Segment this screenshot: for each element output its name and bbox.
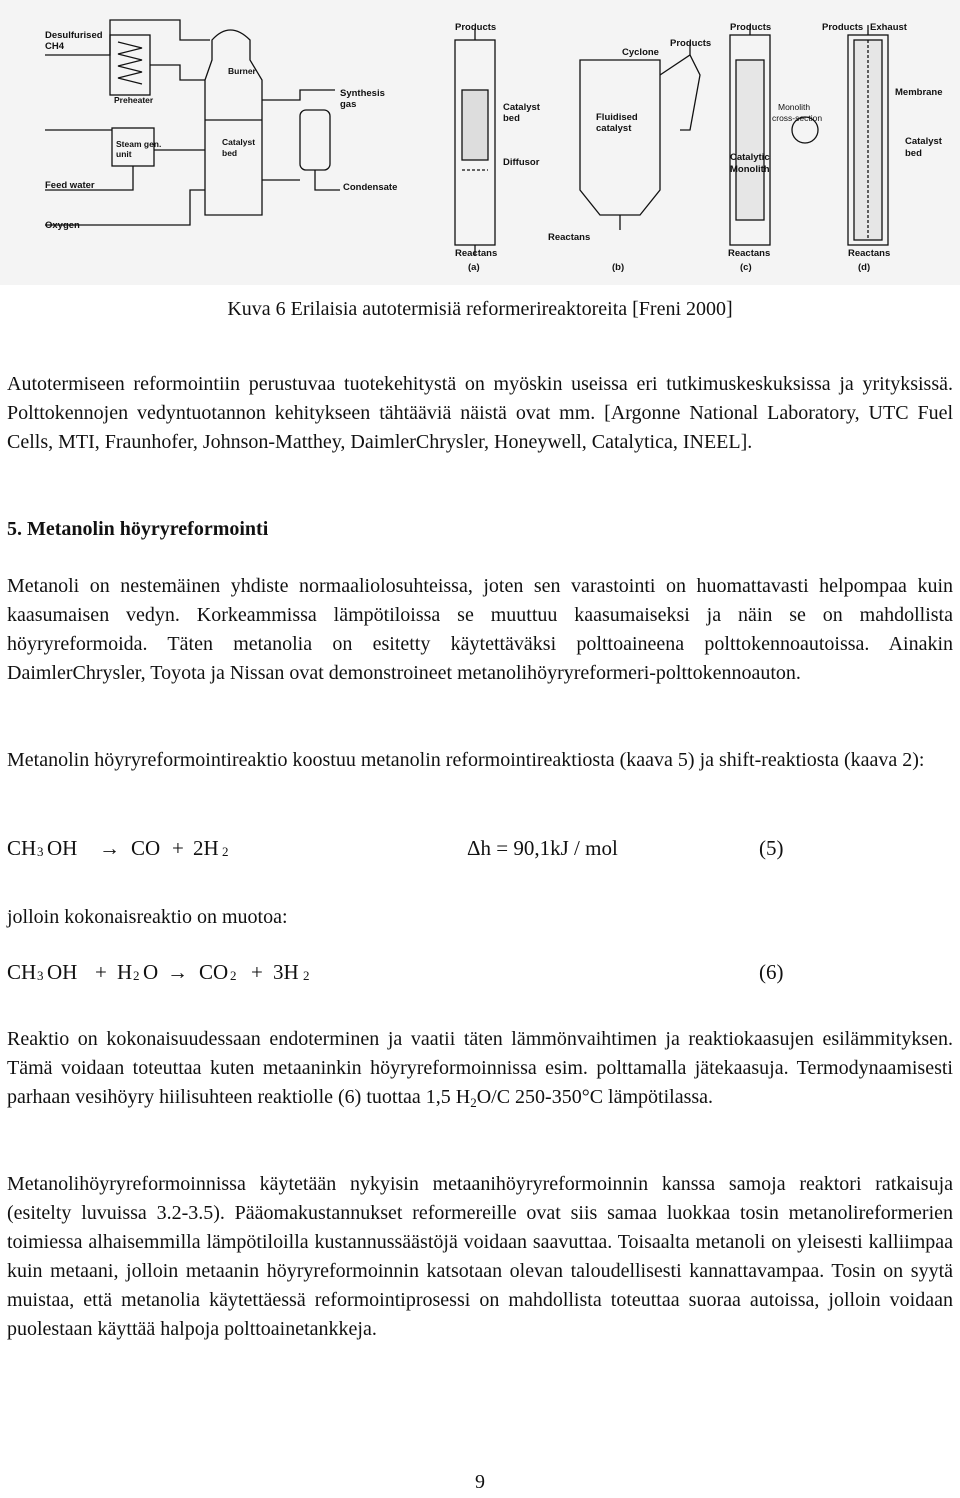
eq6-3h: 3H xyxy=(273,960,299,984)
desulfurised-label: Desulfurised xyxy=(45,30,103,41)
eq6-number: (6) xyxy=(759,960,784,984)
eq6-plus1: + xyxy=(95,960,107,984)
reformer-figure xyxy=(0,0,960,285)
packed-bed-catalyst xyxy=(462,90,488,160)
eq6-ch: CH xyxy=(7,960,37,984)
eq5-enthalpy: Δh = 90,1kJ / mol xyxy=(467,836,618,860)
steam-gen-label: Steam gen. xyxy=(116,139,162,149)
catalyst-label-d2: bed xyxy=(905,148,922,159)
reactans-label-d: Reactans xyxy=(848,248,891,259)
membrane-label: Membrane xyxy=(895,87,943,98)
membrane-reactor xyxy=(848,25,888,245)
products-label-b: Products xyxy=(670,38,712,49)
catalytic-label-2: Monolith xyxy=(730,164,770,175)
reactans-label-a: Reactans xyxy=(455,248,498,259)
eq5-sub2: 2 xyxy=(222,844,229,859)
eq6-h: H xyxy=(117,960,133,984)
paragraph-reactors: Metanolihöyryreformoinnissa käytetään nykyisin metaanihöyryreformoinnin kanssa samoja reaktori ratkaisuja (esitelty luvuissa 3.2-3.5). Pääomakustannukset reformereille ovat siis samaa luokkaa tosin metanolireformerien toimiessa alhaisemmilla lämpötiloilla kustannussäästöjä voidaan saavuttaa. Toisaalta metanoli on yleisesti kalliimpaa kuin metaani, jolloin metaanin höyryreformoinnin katsotaan olevan taloudellisesti kannattavampaa. Tosin on syytä muistaa, että metanolia käytettäessä reformointiprosessi on mahdollista toteuttaa suoraa autoissa, jolloin voidaan puolestaan käyttää halpoja polttoainetankkeja. xyxy=(7,1173,953,1340)
preheater-label: Preheater xyxy=(114,95,154,105)
catalytic-label-1: Catalytic xyxy=(730,152,770,163)
ch4-label: CH4 xyxy=(45,41,65,52)
equation-6 xyxy=(7,960,953,990)
eq5-number: (5) xyxy=(759,836,784,860)
eq6-arrow: → xyxy=(167,960,188,984)
eq5-arrow: → xyxy=(99,836,120,860)
eq6-sub2c: 2 xyxy=(303,968,310,983)
section-heading: 5. Metanolin höyryreformointi xyxy=(7,518,269,540)
eq5-2h: 2H xyxy=(193,836,219,860)
condensate-label: Condensate xyxy=(343,182,398,193)
eq6-sub2b: 2 xyxy=(230,968,237,983)
exhaust-label: Exhaust xyxy=(870,22,907,33)
eq6-co: CO xyxy=(199,960,229,984)
paragraph-reaction-intro: Metanolin höyryreformointireaktio koostuu metanolin reformointireaktiosta (kaava 5) ja shift-reaktiosta (kaava 2): xyxy=(7,749,925,771)
synthesis-label: Synthesis xyxy=(340,88,385,99)
eq6-plus2: + xyxy=(251,960,263,984)
diagram-d-label: (d) xyxy=(858,262,871,273)
eq6-o: O xyxy=(143,960,159,984)
paragraph-overall: jolloin kokonaisreaktio on muotoa: xyxy=(7,906,288,928)
unit-label: unit xyxy=(116,149,132,159)
eq5-plus: + xyxy=(172,836,184,860)
diagram-c-label: (c) xyxy=(740,262,752,273)
paragraph-endothermic xyxy=(7,1025,953,1117)
bed-label-a: bed xyxy=(222,148,238,158)
fluidised-label-2: catalyst xyxy=(596,123,632,134)
diagram-b-label: (b) xyxy=(612,262,625,273)
feed-water-label: Feed water xyxy=(45,180,95,191)
reactans-label-b: Reactans xyxy=(548,232,591,243)
eq6-sub2a: 2 xyxy=(133,968,140,983)
eq5-oh: OH xyxy=(47,836,78,860)
products-label-c: Products xyxy=(730,22,772,33)
burner-label: Burner xyxy=(228,66,256,76)
gas-label: gas xyxy=(340,99,357,110)
figure-caption: Kuva 6 Erilaisia autotermisiä reformerireaktoreita [Freni 2000] xyxy=(227,298,733,320)
eq5-sub3: 3 xyxy=(37,844,44,859)
catalyst-label-a: Catalyst xyxy=(222,137,256,147)
page-number: 9 xyxy=(475,1471,485,1493)
endothermic-text-a: Reaktio on kokonaisuudessaan endoterminen ja vaatii täten lämmönvaihtimen ja reaktiokaasujen esilämmityksen. Tämä voidaan toteuttaa kuten metaaninkin höyryreformoinnissa esim. polttamalla jätekaasuja. Termodynaamisesti parhaan vesihöyry hiilisuhteen reaktiolle (6) tuottaa 1,5 H xyxy=(7,1028,953,1108)
monolith-body xyxy=(736,60,764,220)
eq6-sub3: 3 xyxy=(37,968,44,983)
eq5-ch: CH xyxy=(7,836,37,860)
diffusor-label: Diffusor xyxy=(503,157,540,168)
fluidised-label-1: Fluidised xyxy=(596,112,638,123)
cyclone-label: Cyclone xyxy=(622,47,659,58)
catalyst-bed-label-2: bed xyxy=(503,113,520,124)
diagram-a-label: (a) xyxy=(468,262,480,273)
oxygen-label: Oxygen xyxy=(45,220,80,231)
eq5-co: CO xyxy=(131,836,161,860)
endothermic-sub: 2 xyxy=(470,1095,477,1110)
monolith-label-2: cross-section xyxy=(772,113,823,123)
catalyst-bed-label-1: Catalyst xyxy=(503,102,540,113)
monolith-label-1: Monolith xyxy=(778,102,811,112)
catalyst-label-d1: Catalyst xyxy=(905,136,942,147)
products-label-a: Products xyxy=(455,22,497,33)
paragraph-methanol: Metanoli on nestemäinen yhdiste normaaliolosuhteissa, joten sen varastointi on huomattavasti helpompaa kuin kaasumaisen vedyn. Korkeammissa lämpötiloissa se muuttuu kaasumaiseksi ja näin se on mahdollista höyryreformoida. Täten metanolia on esitetty käytettäväksi polttoaineena polttokennoautoissa. Ainakin DaimlerChrysler, Toyota ja Nissan ovat demonstroineet metanolihöyryreformeri-polttokennoauton. xyxy=(7,575,953,684)
products-label-d: Products xyxy=(822,22,864,33)
eq6-oh: OH xyxy=(47,960,78,984)
reformer-diagrams xyxy=(0,0,960,285)
endothermic-text-b: O/C 250-350°C lämpötilassa. xyxy=(476,1086,714,1108)
reactans-label-c: Reactans xyxy=(728,248,771,259)
paragraph-autothermal: Autotermiseen reformointiin perustuvaa tuotekehitystä on myöskin useissa eri tutkimuskeskuksissa ja yrityksissä. Polttokennojen vedyntuotannon kehitykseen tähtääviä näistä ovat mm. [Argonne National Laboratory, UTC Fuel Cells, MTI, Fraunhofer, Johnson-Matthey, DaimlerChrysler, Honeywell, Catalytica, INEEL]. xyxy=(7,373,953,453)
equation-5 xyxy=(7,836,953,866)
